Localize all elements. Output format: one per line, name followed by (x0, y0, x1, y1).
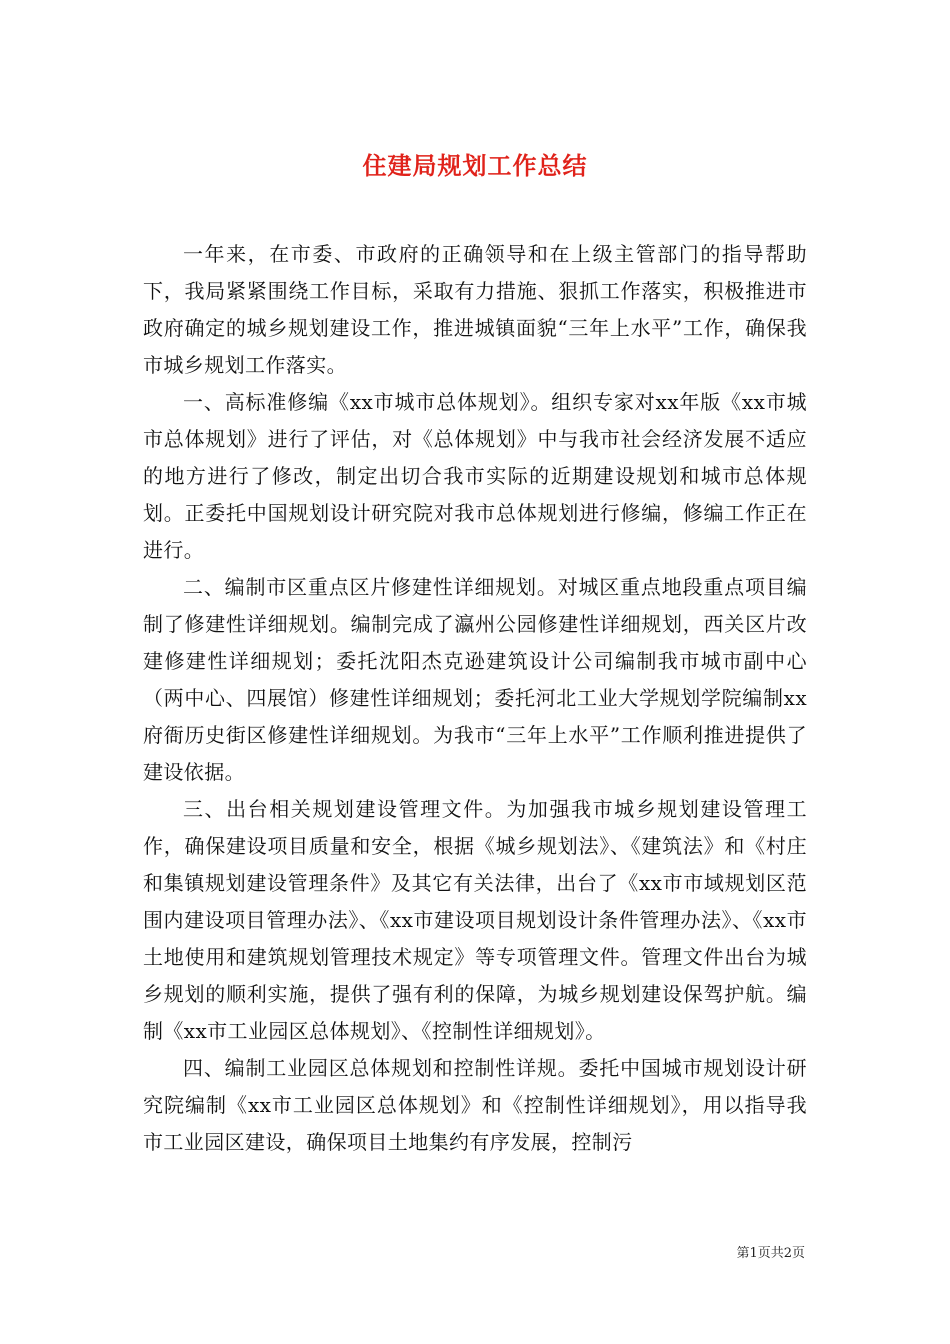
page-number: 第1页共2页 (736, 1246, 805, 1261)
paragraph-intro: 一年来，在市委、市政府的正确领导和在上级主管部门的指导帮助下，我局紧紧围绕工作目标，采取有力措施、狠抓工作落实，积极推进市政府确定的城乡规划建设工作，推进城镇面貌“三年上水平”工作，确保我市城乡规划工作落实。 (143, 242, 807, 377)
paragraph-section-3: 三、出台相关规划建设管理文件。为加强我市城乡规划建设管理工作，确保建设项目质量和安全，根据《城乡规划法》、《建筑法》和《村庄和集镇规划建设管理条件》及其它有关法律，出台了《xx市市域规划区范围内建设项目管理办法》、《xx市建设项目规划设计条件管理办法》、《xx市土地使用和建筑规划管理技术规定》等专项管理文件。管理文件出台为城乡规划的顺利实施，提供了强有利的保障，为城乡规划建设保驾护航。编制《xx市工业园区总体规划》、《控制性详细规划》。 (143, 797, 807, 1043)
paragraph-section-2: 二、编制市区重点区片修建性详细规划。对城区重点地段重点项目编制了修建性详细规划。编制完成了瀛州公园修建性详细规划，西关区片改建修建性详细规划；委托沈阳杰克逊建筑设计公司编制我市城市副中心（两中心、四展馆）修建性详细规划；委托河北工业大学规划学院编制xx府衙历史街区修建性详细规划。为我市“三年上水平”工作顺利推进提供了建设依据。 (143, 575, 807, 784)
document-title: 住建局规划工作总结 (362, 151, 588, 181)
document-body (143, 236, 807, 1161)
paragraph-section-4: 四、编制工业园区总体规划和控制性详规。委托中国城市规划设计研究院编制《xx市工业园区总体规划》和《控制性详细规划》，用以指导我市工业园区建设，确保项目土地集约有序发展，控制污 (143, 1056, 807, 1154)
paragraph-section-1: 一、高标准修编《xx市城市总体规划》。组织专家对xx年版《xx市城市总体规划》进行了评估，对《总体规划》中与我市社会经济发展不适应的地方进行了修改，制定出切合我市实际的近期建设规划和城市总体规划。正委托中国规划设计研究院对我市总体规划进行修编，修编工作正在进行。 (143, 390, 807, 562)
